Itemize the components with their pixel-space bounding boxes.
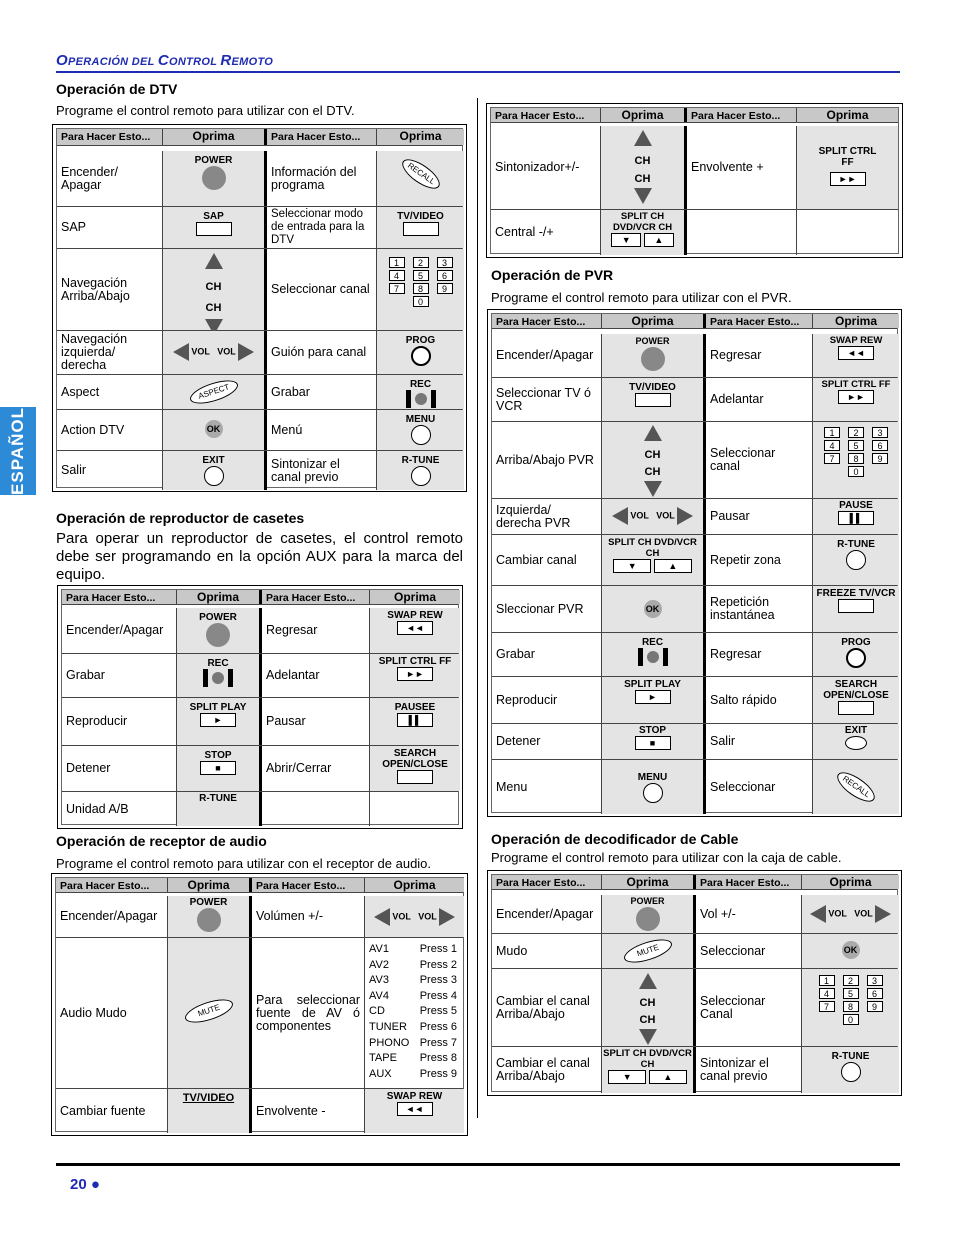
av-source-list (365, 938, 464, 1088)
cassette-title: Operación de reproductor de casetes (56, 510, 305, 526)
recall-button[interactable]: RECALL (813, 760, 899, 814)
vol-down-icon (173, 343, 189, 361)
table-row: Aspect ASPECT Grabar REC (57, 375, 462, 410)
numeric-keypad[interactable]: 1 2 3 4 5 6 7 8 9 0 (802, 969, 899, 1046)
stop-button[interactable]: STOP ■ (177, 746, 262, 791)
av-source-name: AV4 (369, 989, 389, 1002)
power-button[interactable]: POWER (602, 895, 696, 933)
table-row: SAP SAP Seleccionar modo de entrada para la DTV TV/VIDEO (57, 207, 462, 249)
audio-desc: Programe el control remoto para utilizar con el receptor de audio. (56, 856, 432, 871)
table-row: Navegación izquierda/ derecha VOL VOL Guión para canal PROG (57, 331, 462, 375)
av-source-name: AV3 (369, 974, 389, 987)
volume-button[interactable]: VOL VOL (163, 331, 267, 374)
table-row: Encender/ Apagar POWER Información del programa RECALL (57, 151, 462, 207)
av-source-item (369, 973, 457, 989)
pause-button[interactable]: PAUSE ▌▌ (813, 499, 899, 534)
ch-up-icon (205, 253, 223, 269)
split-ch-button[interactable]: SPLIT CH DVD/VCR CH ▼ ▲ (601, 210, 687, 255)
tv-video-button[interactable]: TV/VIDEO (602, 378, 706, 421)
language-tab: ESPAÑOL (0, 407, 36, 495)
prog-button[interactable]: PROG (813, 633, 899, 676)
av-source-key: Press 6 (419, 1020, 457, 1033)
cable-desc: Programe el control remoto para utilizar con la caja de cable. (491, 850, 842, 865)
ok-button[interactable]: OK (602, 586, 706, 632)
ff-button[interactable]: SPLIT CTRL FF ►► (370, 654, 460, 697)
aspect-button[interactable]: ASPECT (163, 375, 267, 409)
power-button[interactable]: POWER (602, 334, 706, 377)
dtv-title: Operación de DTV (56, 81, 178, 97)
power-button[interactable]: POWER (163, 151, 267, 206)
av-source-name: TAPE (369, 1052, 397, 1065)
exit-button[interactable]: EXIT (813, 724, 899, 759)
av-source-item (369, 958, 457, 974)
numeric-keypad[interactable]: 1 2 3 4 5 6 7 8 9 0 (377, 249, 464, 330)
table-row: Action DTV OK Menú MENU (57, 410, 462, 451)
channel-button[interactable]: CH CH (163, 249, 267, 330)
av-source-name: AV2 (369, 958, 389, 971)
ok-button[interactable]: OK (163, 410, 267, 450)
rec-button[interactable]: REC (602, 633, 706, 676)
cable-title: Operación de decodificador de Cable (491, 831, 739, 847)
power-button[interactable]: POWER (177, 608, 262, 653)
av-source-key: Press 5 (419, 1005, 457, 1018)
channel-button[interactable]: CH CH (602, 422, 706, 498)
ff-button[interactable]: SPLIT CTRL FF ►► (797, 126, 898, 209)
av-source-item (369, 1020, 457, 1036)
r-tune-button[interactable]: R-TUNE (802, 1047, 899, 1093)
pvr-table: Para Hacer Esto... Oprima Para Hacer Esto... Oprima Encender/Apagar POWER Regresar SWAP REW ◄◄ Seleccionar TV ó VCR TV/VIDEO Adelantar SPLIT CTRL FF ►► Arriba/Abajo PVR CH CH Seleccionar canal 1 2 3 4 5 6 7 8 9 0 Izquierda/ derecha PVR VOL VOL Pausar PAUSE ▌▌ Cambiar canal SPLIT CH DVD/VCR CH ▼ ▲ Repetir zona R-TUNE Sleccionar PVR OK Repetición instantánea FREEZE TV/VCR Grabar REC Regresar PROG Reproducir SPLIT PLAY ► Salto rápido SEARCH OPEN/CLOSE Detener STOP ■ Salir EXIT Menu MENU Seleccionar RECALL (487, 309, 902, 817)
search-button[interactable]: SEARCH OPEN/CLOSE (813, 677, 899, 723)
av-source-item (369, 989, 457, 1005)
menu-button[interactable]: MENU (602, 760, 706, 814)
recall-button[interactable]: RECALL (377, 151, 464, 206)
av-source-item (369, 1036, 457, 1052)
av-source-item (369, 1004, 457, 1020)
swap-rew-button[interactable]: SWAP REW ◄◄ (370, 608, 460, 653)
av-source-name: PHONO (369, 1036, 410, 1049)
av-source-item (369, 1051, 457, 1067)
prog-icon (411, 346, 431, 366)
cassette-table: Para Hacer Esto... Oprima Para Hacer Esto... Oprima Encender/Apagar POWER Regresar SWAP REW ◄◄ Grabar REC Adelantar SPLIT CTRL FF ►► Reproducir SPLIT PLAY ► Pausar PAUSEE ▌▌ Detener STOP ■ Abrir/Cerrar SEARCH OPEN/CLOSE Unidad A/B R-TUNE (57, 585, 463, 829)
tv-video-button[interactable]: TV/VIDEO (377, 207, 464, 248)
rec-button[interactable]: REC (377, 375, 464, 409)
channel-button[interactable]: CH CH (602, 969, 696, 1046)
swap-rew-button[interactable]: SWAP REW ◄◄ (813, 334, 899, 377)
rec-button[interactable]: REC (177, 654, 262, 697)
page-header-title: OPERACIÓN DEL CONTROL REMOTO (56, 52, 274, 69)
freeze-button[interactable]: FREEZE TV/VCR (813, 586, 899, 632)
tuner-table: Para Hacer Esto... Oprima Para Hacer Esto... Oprima Sintonizador+/- CH CH Envolvente + SPLIT CTRL FF ►► Central -/+ SPLIT CH DVD/VCR CH ▼ ▲ (486, 103, 903, 258)
mute-button[interactable]: MUTE (168, 938, 252, 1088)
av-source-key: Press 2 (419, 958, 457, 971)
power-icon (202, 166, 226, 190)
audio-title: Operación de receptor de audio (56, 833, 267, 849)
split-ch-button[interactable]: SPLIT CH DVD/VCR CH ▼ ▲ (602, 1047, 696, 1093)
r-tune-button[interactable]: R-TUNE (813, 535, 899, 585)
pause-button[interactable]: PAUSEE ▌▌ (370, 698, 460, 745)
av-source-name: TUNER (369, 1020, 407, 1033)
r-tune-button[interactable]: R-TUNE (177, 792, 262, 826)
av-source-key: Press 7 (419, 1036, 457, 1049)
av-source-item (369, 942, 457, 958)
volume-button[interactable]: VOL VOL (802, 895, 899, 933)
column-divider (477, 98, 478, 1118)
audio-table: Para Hacer Esto... Oprima Para Hacer Esto... Oprima Encender/Apagar POWER Volúmen +/- VOL VOL Audio Mudo MUTE Para seleccionar fuente de AV ó componentes AV1 Press 1 AV2 Press 2 AV3 Press 3 AV4 Press 4 CD Press 5 TUNER Press 6 PHONO Press 7 TAPE Press 8 AUX Press 9 Cambiar fuente TV/VIDEO Envolvente - SWAP REW ◄◄ (51, 873, 468, 1136)
power-button[interactable]: POWER (168, 896, 252, 937)
dtv-desc: Programe el control remoto para utilizar con el DTV. (56, 103, 355, 118)
pvr-desc: Programe el control remoto para utilizar con el PVR. (491, 290, 792, 305)
mute-button[interactable]: MUTE (602, 934, 696, 968)
page-number: 20 ● (70, 1176, 100, 1193)
av-source-name: CD (369, 1005, 385, 1018)
volume-button[interactable]: VOL VOL (365, 896, 464, 937)
dtv-table: Para Hacer Esto... Oprima Para Hacer Esto... Oprima Encender/ Apagar POWER Información del programa RECALL SAP SAP Seleccionar modo de entrada para la DTV TV/VIDEO Navegación Arriba/Abajo CH CH Seleccionar canal 1 2 3 4 5 6 7 8 9 0 Navegación izquierda/ derecha VOL VOL Guión para canal PROG Aspect ASPECT Grabar REC Action DTV OK Menú MENU Salir EXIT Sintonizar el canal previo R-TUNE (52, 124, 467, 492)
header-rule (56, 71, 900, 73)
tv-video-button[interactable]: TV/VIDEO (168, 1089, 252, 1133)
play-button[interactable]: SPLIT PLAY ► (177, 698, 262, 745)
av-source-key: Press 9 (419, 1067, 457, 1080)
footer-rule (56, 1163, 900, 1166)
vol-up-icon (238, 343, 254, 361)
table-row: Navegación Arriba/Abajo CH CH Seleccionar canal 1 2 3 4 5 6 7 8 9 0 (57, 249, 462, 331)
exit-button[interactable]: EXIT (163, 451, 267, 490)
av-source-name: AV1 (369, 943, 389, 955)
ok-button[interactable]: OK (802, 934, 899, 968)
prog-button[interactable]: PROG (377, 331, 464, 374)
av-source-key: Press 1 (419, 943, 457, 955)
volume-button[interactable]: VOL VOL (602, 499, 706, 534)
cassette-para: Para operar un reproductor de casetes, el control remoto debe ser programando en la opción AUX para la marca del equipo. (56, 530, 463, 583)
stop-button[interactable]: STOP ■ (602, 724, 706, 759)
av-source-key: Press 3 (419, 974, 457, 987)
menu-button[interactable]: MENU (377, 410, 464, 450)
channel-button[interactable]: CH CH (601, 126, 687, 209)
cable-table: Para Hacer Esto... Oprima Para Hacer Esto... Oprima Encender/Apagar POWER Vol +/- VOL VOL Mudo MUTE Seleccionar OK Cambiar el canal Arriba/Abajo CH CH Seleccionar Canal 1 2 3 4 5 6 7 8 9 0 Cambiar el canal Arriba/Abajo SPLIT CH DVD/VCR CH ▼ ▲ Sintonizar el canal previo R-TUNE (487, 870, 902, 1096)
r-tune-button[interactable]: R-TUNE (377, 451, 464, 490)
av-source-item (369, 1067, 457, 1083)
swap-rew-button[interactable]: SWAP REW ◄◄ (365, 1089, 464, 1133)
av-source-key: Press 4 (419, 989, 457, 1002)
pvr-title: Operación de PVR (491, 267, 614, 283)
numeric-keypad[interactable]: 1 2 3 4 5 6 7 8 9 0 (813, 422, 899, 498)
ff-button[interactable]: SPLIT CTRL FF ►► (813, 378, 899, 421)
play-button[interactable]: SPLIT PLAY ► (602, 677, 706, 723)
sap-button[interactable]: SAP (163, 207, 267, 248)
av-source-name: AUX (369, 1067, 392, 1080)
search-button[interactable]: SEARCH OPEN/CLOSE (370, 746, 460, 791)
split-ch-button[interactable]: SPLIT CH DVD/VCR CH ▼ ▲ (602, 535, 706, 585)
table-row: Salir EXIT Sintonizar el canal previo R-TUNE (57, 451, 462, 490)
av-source-key: Press 8 (419, 1052, 457, 1065)
